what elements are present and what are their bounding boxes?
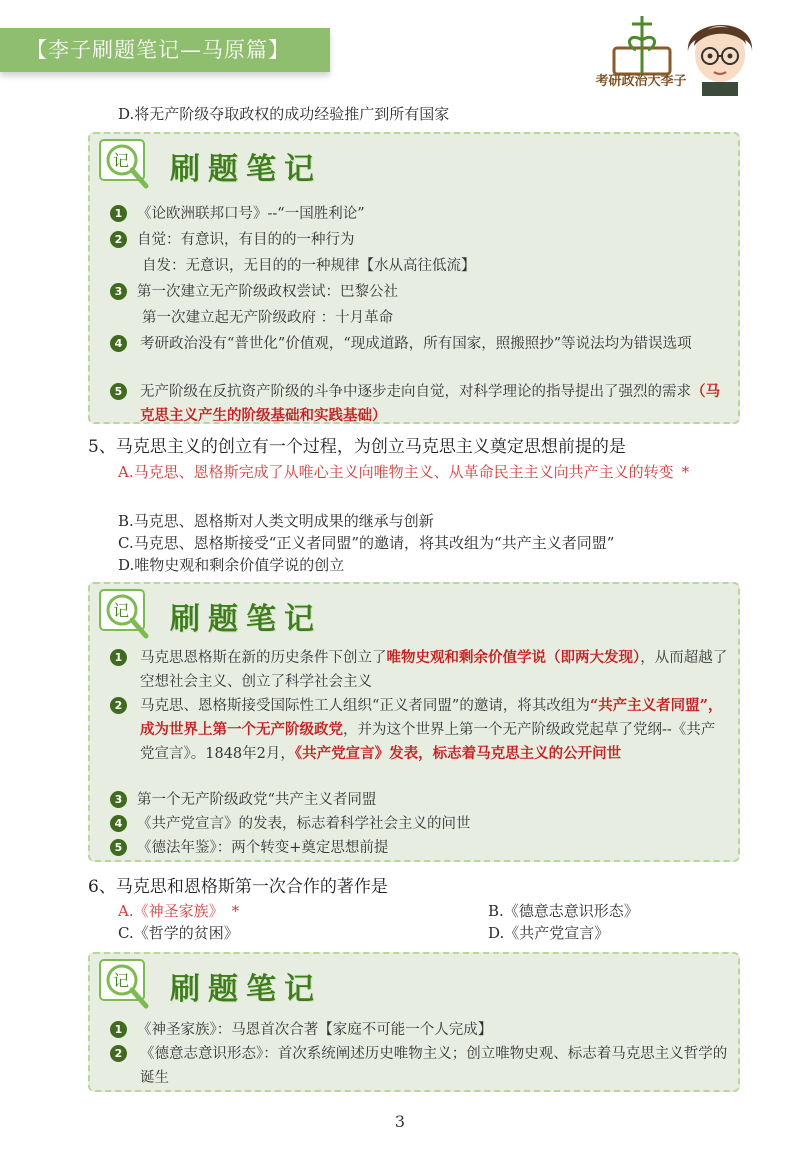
note-title: 刷题笔记 (170, 972, 322, 1007)
page-number: 3 (394, 1112, 406, 1131)
number-badge: 4 (110, 335, 127, 352)
note-label: 记 (113, 971, 130, 990)
number-badge: 5 (110, 839, 127, 856)
note1-item-2: 2 自觉：有意识，有目的的一种行为 (110, 228, 730, 252)
avatar (680, 8, 760, 96)
note-header (92, 134, 392, 187)
note2-item-1: 1 马克思恩格斯在新的历史条件下创立了唯物史观和剩余价值学说（即两大发现），从而超越了空想社会主义、创立了科学社会主义 (110, 646, 730, 694)
number-badge: 3 (110, 283, 127, 300)
note-label: 记 (113, 601, 130, 620)
q5-option-b: B.马克思、恩格斯对人类文明成果的继承与创新 (118, 512, 434, 530)
number-badge: 2 (110, 1045, 127, 1062)
number-badge: 4 (110, 815, 127, 832)
note1-item-3: 3 第一次建立无产阶级政权尝试：巴黎公社 (110, 280, 730, 304)
q6-title: 6、马克思和恩格斯第一次合作的著作是 (88, 877, 388, 897)
number-badge: 5 (110, 383, 127, 400)
note1-item-5: 5 无产阶级在反抗资产阶级的斗争中逐步走向自觉，对科学理论的指导提出了强烈的需求（马克思主义产生的阶级基础和实践基础） (110, 380, 730, 428)
note-title: 刷题笔记 (170, 152, 322, 187)
note-header (92, 954, 392, 1007)
note2-item-3: 3 第一个无产阶级政党“共产主义者同盟 (110, 788, 730, 812)
q5-option-d: D.唯物史观和剩余价值学说的创立 (118, 556, 345, 574)
q5-option-a: A.马克思、恩格斯完成了从唯心主义向唯物主义、从革命民主主义向共产主义的转变 * (118, 463, 690, 481)
note-header (92, 584, 392, 637)
number-badge: 2 (110, 697, 127, 714)
magnifier-icon (98, 138, 160, 194)
header-banner: 【李子刷题笔记—马原篇】 (0, 28, 330, 72)
note1-item-3b: 第一次建立起无产阶级政府 ：十月革命 (142, 310, 394, 326)
note1-item-4: 4 考研政治没有“普世化”价值观，“现成道路，所有国家，照搬照抄”等说法均为错误选项 (110, 332, 730, 380)
number-badge: 1 (110, 649, 127, 666)
number-badge: 1 (110, 1021, 127, 1038)
q5-title: 5、马克思主义的创立有一个过程，为创立马克思主义奠定思想前提的是 (88, 437, 626, 457)
logo-text: 考研政治大李子 (595, 74, 687, 89)
note1-item-2b: 自发：无意识，无目的的一种规律【水从高往低流】 (142, 258, 476, 274)
note-box-1 (88, 132, 740, 424)
q6-option-a: A.《神圣家族》 * (118, 902, 240, 920)
correct-star: * (231, 902, 240, 920)
q5-option-c: C.马克思、恩格斯接受“正义者同盟”的邀请，将其改组为“共产主义者同盟” (118, 534, 615, 552)
note-box-3 (88, 952, 740, 1092)
q6-option-b: B.《德意志意识形态》 (488, 902, 639, 920)
number-badge: 2 (110, 231, 127, 248)
number-badge: 3 (110, 791, 127, 808)
note3-item-1: 1 《神圣家族》：马恩首次合著【家庭不可能一个人完成】 (110, 1018, 730, 1042)
note-title: 刷题笔记 (170, 602, 322, 637)
note3-item-2: 2 《德意志意识形态》：首次系统阐述历史唯物主义；创立唯物史观、标志着马克思主义哲学的诞生 (110, 1042, 730, 1090)
note2-item-5: 5 《德法年鉴》：两个转变+奠定思想前提 (110, 836, 730, 860)
number-badge: 1 (110, 205, 127, 222)
note1-item-1: 1 《论欧洲联邦口号》--“一国胜利论” (110, 202, 730, 226)
note-label: 记 (113, 151, 130, 170)
q6-option-d: D.《共产党宣言》 (488, 924, 610, 942)
magnifier-icon (98, 588, 160, 644)
note-box-2 (88, 582, 740, 862)
note2-item-4: 4 《共产党宣言》的发表，标志着科学社会主义的问世 (110, 812, 730, 836)
magnifier-icon (98, 958, 160, 1014)
note2-item-2: 2 马克思、恩格斯接受国际性工人组织“正义者同盟”的邀请，将其改组为“共产主义者同盟”，成为世界上第一个无产阶级政党，并为这个世界上第一个无产阶级政党起草了党纲--《共产党宣言》。1848年2月，《共产党宣言》发表，标志着马克思主义的公开问世 (110, 694, 730, 790)
correct-star: * (681, 463, 690, 481)
q4-option-d: D.将无产阶级夺取政权的成功经验推广到所有国家 (118, 105, 450, 123)
q6-option-c: C.《哲学的贫困》 (118, 924, 239, 942)
